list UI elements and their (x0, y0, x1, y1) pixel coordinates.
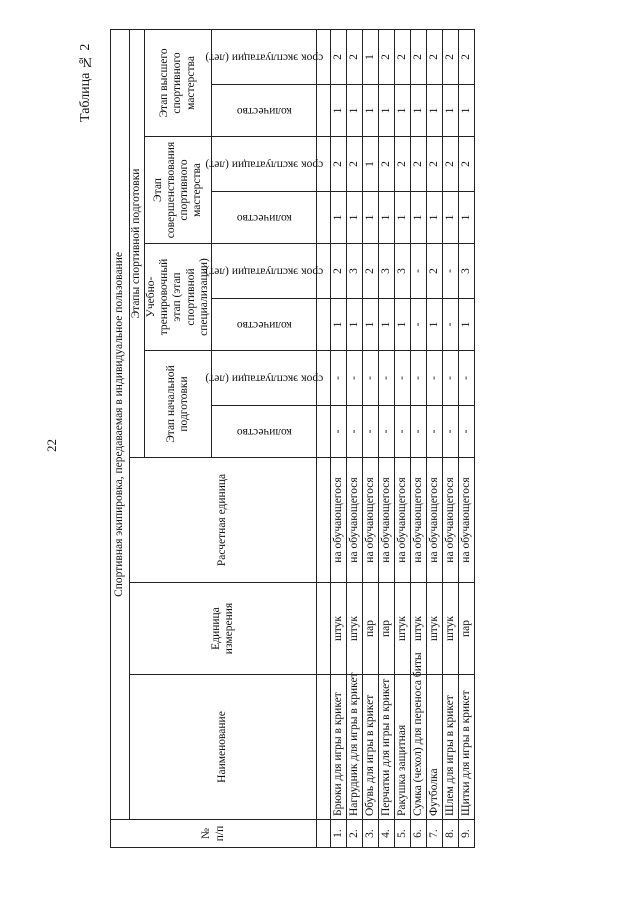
row-qty: - (363, 406, 379, 458)
row-term: - (331, 351, 347, 406)
row-term: 2 (379, 137, 395, 192)
row-term: 3 (395, 244, 411, 299)
row-name: Сумка (чехол) для переноса биты (411, 675, 427, 820)
row-num: 8. (443, 820, 459, 848)
row-qty: 1 (347, 299, 363, 351)
row-qty: - (427, 406, 443, 458)
row-qty: 1 (427, 192, 443, 244)
row-term: 2 (411, 29, 427, 84)
row-num: 9. (459, 820, 475, 848)
row-name: Обувь для игры в крикет (363, 675, 379, 820)
table-body (331, 29, 475, 847)
row-qty: - (395, 406, 411, 458)
row-qty: 1 (379, 85, 395, 137)
table-row (411, 29, 427, 847)
row-qty: - (443, 406, 459, 458)
row-qty: 1 (411, 85, 427, 137)
row-qty: 1 (459, 85, 475, 137)
sub-term: срок эксплуатации (лет) (212, 29, 317, 84)
header-row-main (111, 29, 130, 847)
table-row (379, 29, 395, 847)
row-term: 2 (331, 244, 347, 299)
row-term: 2 (395, 137, 411, 192)
row-qty: 1 (363, 299, 379, 351)
row-qty: - (411, 406, 427, 458)
row-qty: - (411, 299, 427, 351)
row-calc: на обучающегося (411, 458, 427, 583)
stage-label: Этап высшего спортивного мастерства (145, 29, 212, 136)
table-row (395, 29, 411, 847)
row-num: 4. (379, 820, 395, 848)
table-row (363, 29, 379, 847)
row-term: 2 (427, 29, 443, 84)
table-row (459, 29, 475, 847)
row-qty: - (347, 406, 363, 458)
row-qty: 1 (427, 85, 443, 137)
page-number: 22 (44, 439, 59, 453)
row-qty: 1 (363, 192, 379, 244)
row-term: 2 (459, 29, 475, 84)
table-row (347, 29, 363, 847)
stage-label: Учебно-тренировочный этап (этап спортивной специализации) (145, 244, 212, 351)
row-term: 2 (347, 29, 363, 84)
row-term: 1 (363, 137, 379, 192)
row-term: 2 (427, 244, 443, 299)
row-unit: пар (459, 583, 475, 675)
row-term: 2 (395, 29, 411, 84)
row-unit: штук (443, 583, 459, 675)
row-qty: - (443, 299, 459, 351)
row-calc: на обучающегося (395, 458, 411, 583)
row-qty: 1 (395, 192, 411, 244)
row-term: - (347, 351, 363, 406)
row-qty: 1 (411, 192, 427, 244)
row-term: 2 (443, 29, 459, 84)
row-num: 7. (427, 820, 443, 848)
row-qty: 1 (427, 299, 443, 351)
row-calc: на обучающегося (331, 458, 347, 583)
header-num: № п/п (111, 820, 317, 848)
row-num: 6. (411, 820, 427, 848)
equipment-table (110, 29, 475, 848)
row-qty: 1 (379, 299, 395, 351)
row-unit: пар (379, 583, 395, 675)
header-row-stages (130, 29, 145, 847)
row-term: 2 (411, 137, 427, 192)
row-qty: 1 (459, 192, 475, 244)
row-term: 2 (363, 244, 379, 299)
row-term: 3 (379, 244, 395, 299)
sub-term: срок эксплуатации (лет) (212, 137, 317, 192)
row-qty: - (331, 406, 347, 458)
row-unit: штук (331, 583, 347, 675)
row-term: 2 (331, 29, 347, 84)
row-qty: 1 (459, 299, 475, 351)
row-qty: 1 (331, 192, 347, 244)
row-unit: штук (411, 583, 427, 675)
row-term: - (395, 351, 411, 406)
row-term: 2 (379, 29, 395, 84)
row-qty: 1 (347, 192, 363, 244)
row-qty: 1 (443, 192, 459, 244)
row-calc: на обучающегося (427, 458, 443, 583)
table-row (427, 29, 443, 847)
row-qty: - (459, 406, 475, 458)
header-main: Спортивная экипировка, передаваемая в индивидуальное пользование (111, 29, 130, 819)
row-qty: 1 (395, 85, 411, 137)
row-term: 2 (459, 137, 475, 192)
row-term: - (443, 244, 459, 299)
row-name: Перчатки для игры в крикет (379, 675, 395, 820)
sub-term: срок эксплуатации (лет) (212, 244, 317, 299)
table-row (331, 29, 347, 847)
stage-label: Этап совершенствования спортивного мастерства (145, 137, 212, 244)
row-name: Нагрудник для игры в крикет (347, 675, 363, 820)
row-term: 3 (459, 244, 475, 299)
row-term: - (411, 351, 427, 406)
row-calc: на обучающегося (459, 458, 475, 583)
row-num: 2. (347, 820, 363, 848)
row-qty: 1 (363, 85, 379, 137)
row-num: 1. (331, 820, 347, 848)
row-qty: 1 (347, 85, 363, 137)
stage-label: Этап начальной подготовки (145, 351, 212, 458)
row-unit: штук (427, 583, 443, 675)
header-stages: Этапы спортивной подготовки (130, 29, 145, 457)
sub-qty: количество (212, 85, 317, 137)
header-unit: Единица измерения (130, 583, 317, 675)
row-num: 3. (363, 820, 379, 848)
table-row (443, 29, 459, 847)
row-term: 2 (427, 137, 443, 192)
row-term: - (411, 244, 427, 299)
row-term: - (363, 351, 379, 406)
sub-qty: количество (212, 406, 317, 458)
row-term: - (427, 351, 443, 406)
header-name: Наименование (130, 675, 317, 820)
row-name: Брюки для игры в крикет (331, 675, 347, 820)
row-unit: пар (363, 583, 379, 675)
row-term: - (443, 351, 459, 406)
table-caption: Таблица № 2 (78, 43, 93, 123)
row-name: Шлем для игры в крикет (443, 675, 459, 820)
row-num: 5. (395, 820, 411, 848)
row-name: Ракушка защитная (395, 675, 411, 820)
row-term: 1 (363, 29, 379, 84)
row-calc: на обучающегося (379, 458, 395, 583)
header-spacer-row (317, 29, 331, 847)
header-calc: Расчетная единица (130, 458, 317, 583)
row-term: 3 (347, 244, 363, 299)
row-name: Футболка (427, 675, 443, 820)
row-qty: 1 (395, 299, 411, 351)
row-qty: 1 (331, 299, 347, 351)
sub-qty: количество (212, 299, 317, 351)
row-term: 2 (331, 137, 347, 192)
row-qty: 1 (443, 85, 459, 137)
row-calc: на обучающегося (363, 458, 379, 583)
row-name: Щитки для игры в крикет (459, 675, 475, 820)
row-qty: - (379, 406, 395, 458)
equipment-table-container (110, 30, 472, 848)
row-term: - (379, 351, 395, 406)
row-unit: штук (395, 583, 411, 675)
row-unit: штук (347, 583, 363, 675)
row-calc: на обучающегося (347, 458, 363, 583)
row-qty: 1 (331, 85, 347, 137)
sub-term: срок эксплуатации (лет) (212, 351, 317, 406)
row-calc: на обучающегося (443, 458, 459, 583)
row-term: - (459, 351, 475, 406)
row-qty: 1 (379, 192, 395, 244)
row-term: 2 (347, 137, 363, 192)
row-term: 2 (443, 137, 459, 192)
sub-qty: количество (212, 192, 317, 244)
